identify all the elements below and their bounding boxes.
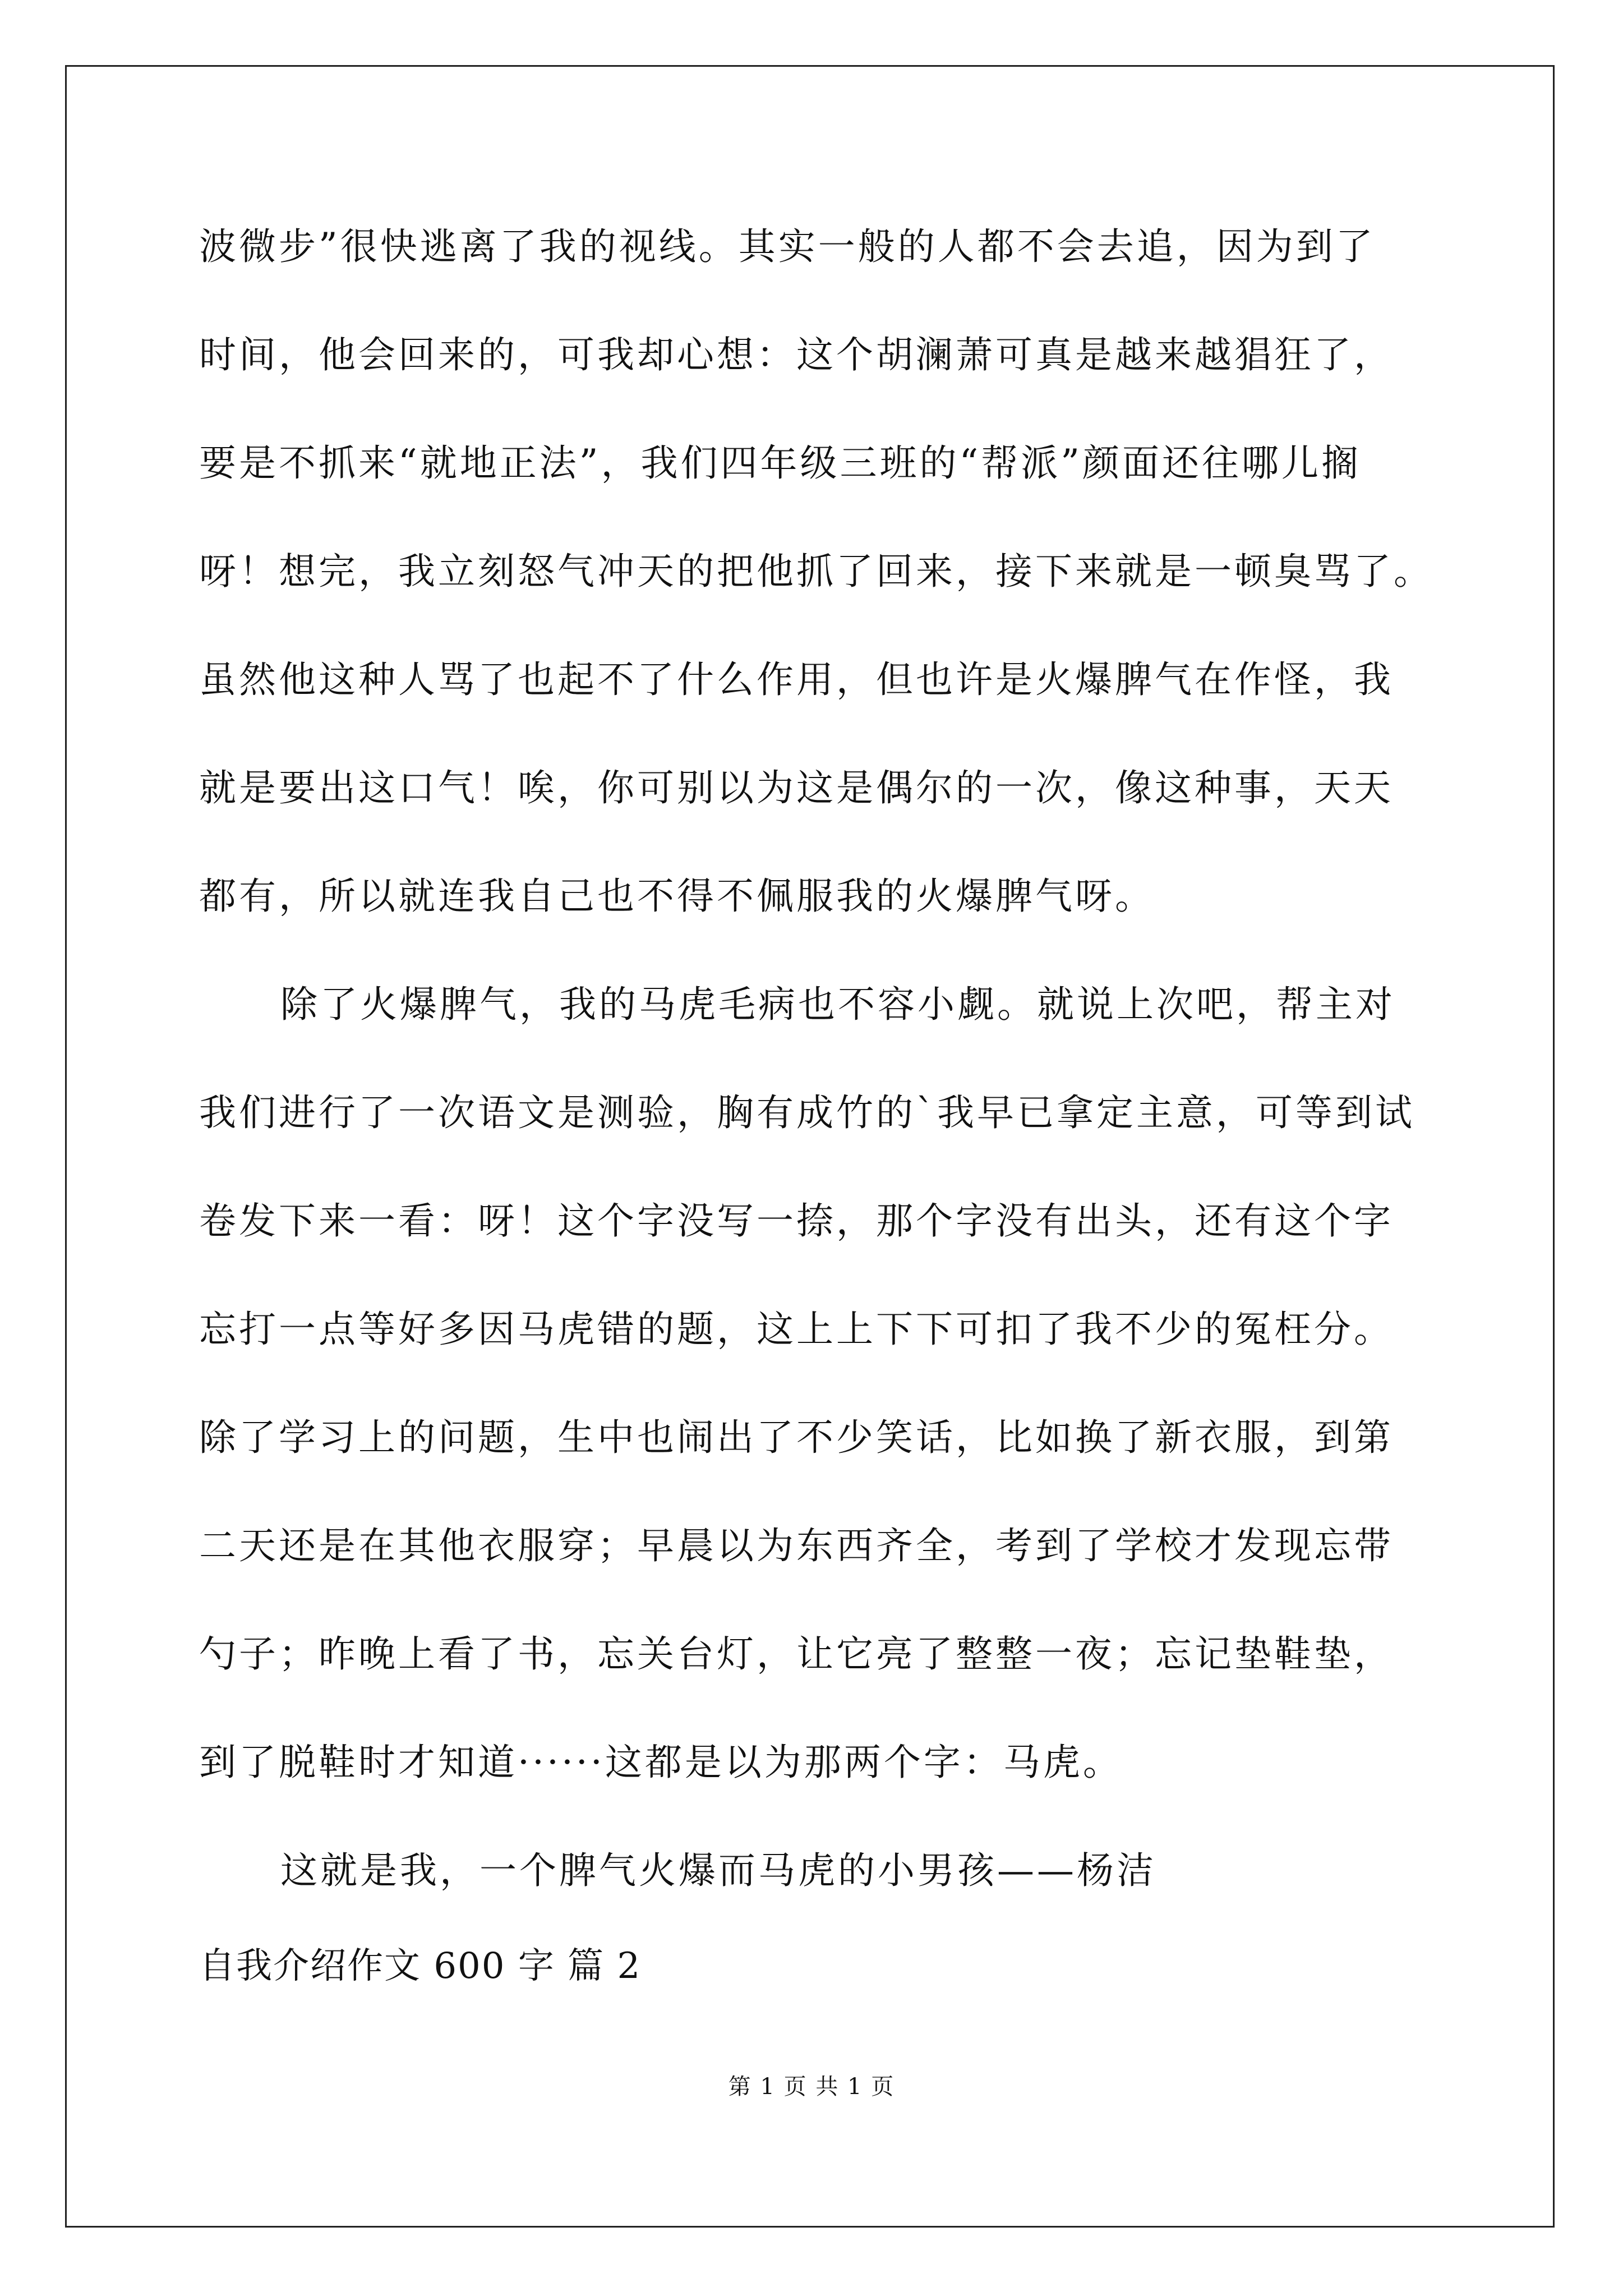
paragraph-1-line-1: 波微步”很快逃离了我的视线。其实一般的人都不会去追，因为到了 xyxy=(199,225,1376,268)
page-footer: 第 1 页 共 1 页 xyxy=(728,2074,895,2100)
paragraph-2-line-3: 卷发下来一看：呀！这个字没写一捺，那个字没有出头，还有这个字 xyxy=(199,1199,1394,1243)
paragraph-1-line-3: 要是不抓来“就地正法”，我们四年级三班的“帮派”颜面还往哪儿搁 xyxy=(199,441,1361,485)
section-heading: 自我介绍作文 600 字 篇 2 xyxy=(199,1945,642,1987)
paragraph-2-line-8: 到了脱鞋时才知道······这都是以为那两个字：马虎。 xyxy=(199,1741,1123,1784)
paragraph-1-line-5: 虽然他这种人骂了也起不了什么作用，但也许是火爆脾气在作怪，我 xyxy=(199,658,1394,701)
page-border xyxy=(65,65,1555,2228)
paragraph-2-line-5: 除了学习上的问题，生中也闹出了不少笑话，比如换了新衣服，到第 xyxy=(199,1416,1394,1459)
paragraph-2-line-6: 二天还是在其他衣服穿；早晨以为东西齐全，考到了学校才发现忘带 xyxy=(199,1524,1394,1567)
paragraph-2-line-1: 除了火爆脾气，我的马虎毛病也不容小觑。就说上次吧，帮主对 xyxy=(280,983,1395,1026)
paragraph-2-line-2: 我们进行了一次语文是测验，胸有成竹的`我早已拿定主意，可等到试 xyxy=(199,1091,1415,1134)
paragraph-1-line-7: 都有，所以就连我自己也不得不佩服我的火爆脾气呀。 xyxy=(199,875,1155,918)
paragraph-1-line-6: 就是要出这口气！唉，你可别以为这是偶尔的一次，像这种事，天天 xyxy=(199,766,1394,809)
paragraph-3-line-1: 这就是我，一个脾气火爆而马虎的小男孩——杨洁 xyxy=(280,1849,1156,1892)
paragraph-2-line-7: 勺子；昨晚上看了书，忘关台灯，让它亮了整整一夜；忘记垫鞋垫， xyxy=(199,1632,1394,1676)
paragraph-2-line-4: 忘打一点等好多因马虎错的题，这上上下下可扣了我不少的冤枉分。 xyxy=(199,1308,1394,1351)
paragraph-1-line-4: 呀！想完，我立刻怒气冲天的把他抓了回来，接下来就是一顿臭骂了。 xyxy=(199,550,1433,593)
paragraph-1-line-2: 时间，他会回来的，可我却心想：这个胡澜萧可真是越来越猖狂了， xyxy=(199,333,1394,376)
